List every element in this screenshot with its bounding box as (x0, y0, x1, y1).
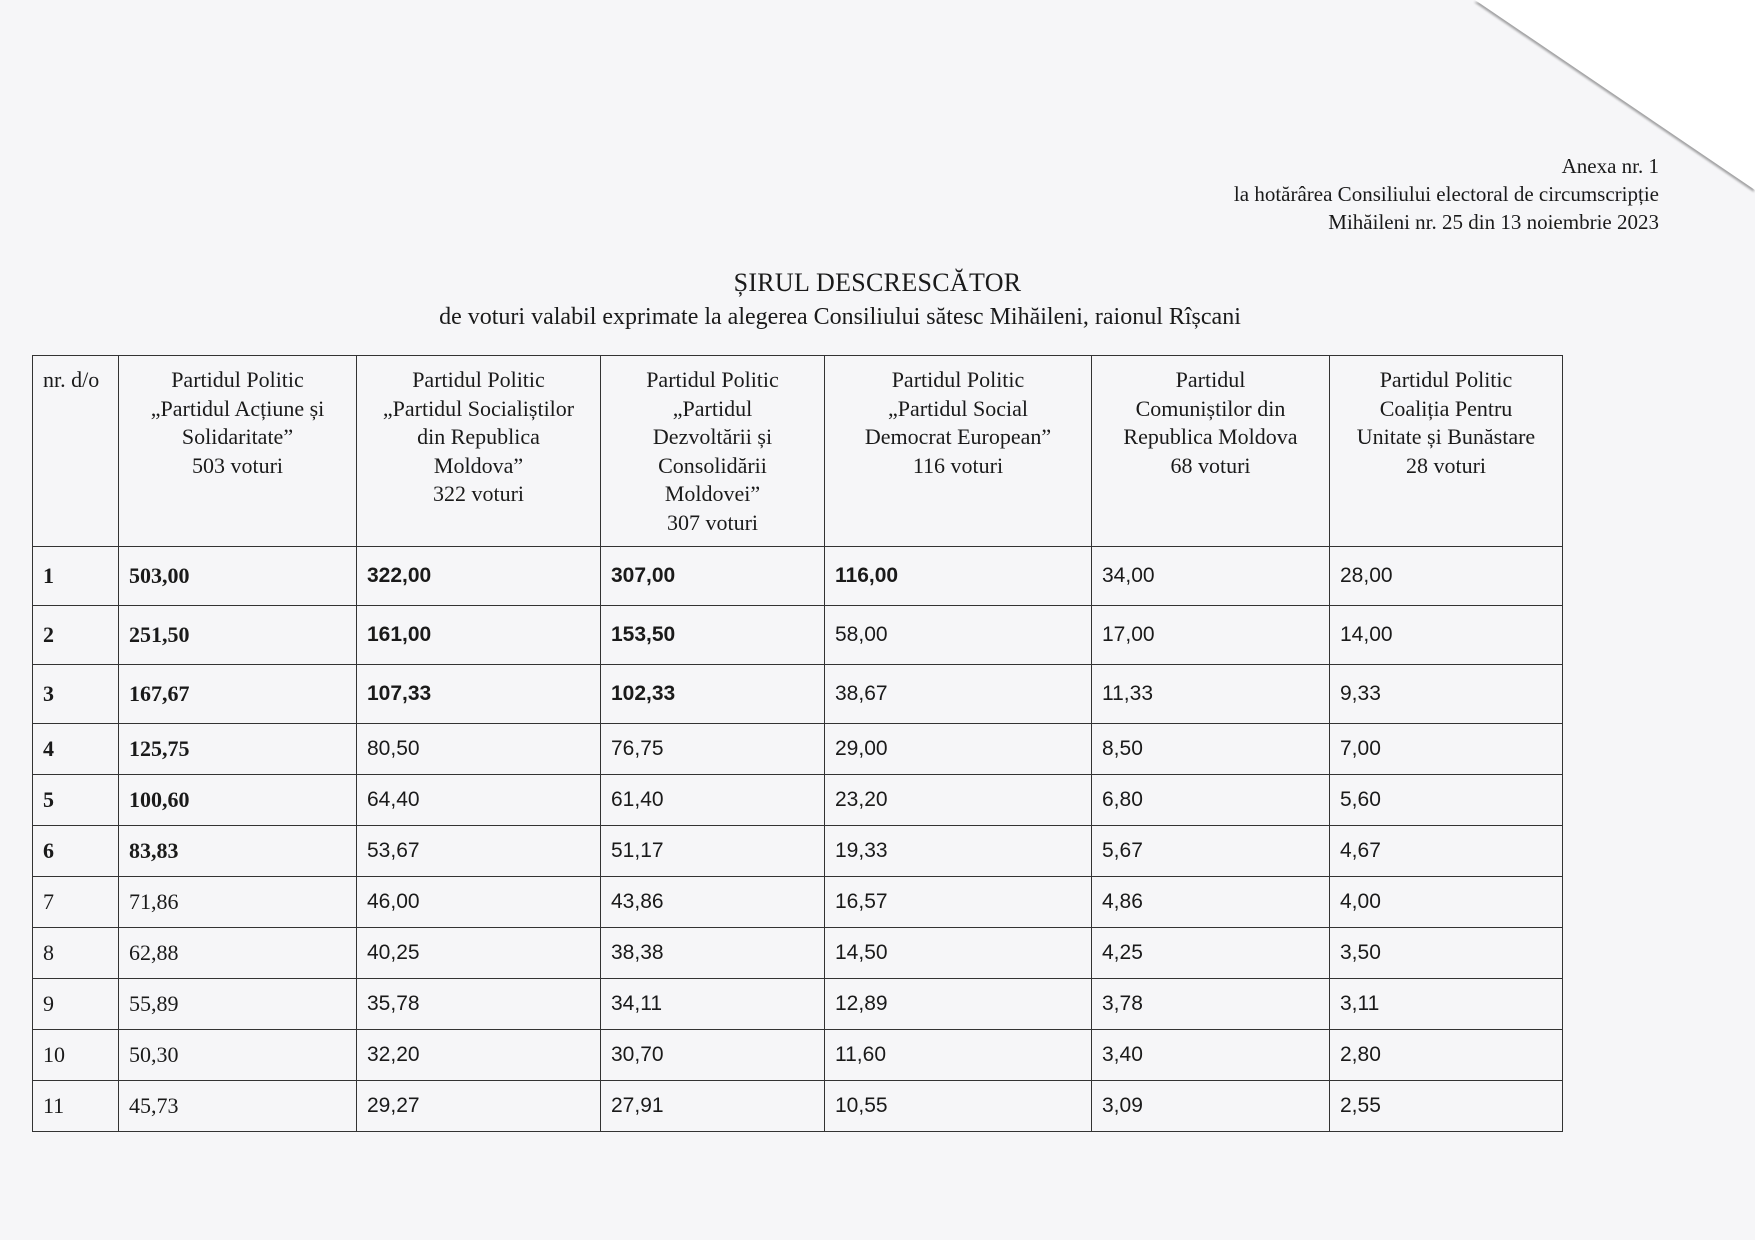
quotient-cell: 27,91 (601, 1081, 825, 1132)
quotient-cell: 29,27 (357, 1081, 601, 1132)
quotient-cell: 2,55 (1330, 1081, 1563, 1132)
quotient-cell: 2,80 (1330, 1030, 1563, 1081)
party-name-line: „Partidul Acțiune și (150, 395, 325, 421)
party-header (825, 356, 1092, 547)
quotient-cell: 4,86 (1092, 877, 1330, 928)
quotient-cell: 107,33 (357, 665, 601, 724)
quotient-cell: 9,33 (1330, 665, 1563, 724)
quotient-cell: 16,57 (825, 877, 1092, 928)
table-row (33, 928, 1563, 979)
row-number-cell: 1 (33, 547, 119, 606)
quotient-cell: 76,75 (601, 724, 825, 775)
party-header (357, 356, 601, 547)
row-number-cell: 11 (33, 1081, 119, 1132)
quotient-cell: 3,11 (1330, 979, 1563, 1030)
table-row (33, 979, 1563, 1030)
quotient-cell: 6,80 (1092, 775, 1330, 826)
quotient-cell: 161,00 (357, 606, 601, 665)
party-name-line: Coaliția Pentru (1379, 395, 1513, 421)
row-number-cell: 9 (33, 979, 119, 1030)
quotient-cell: 71,86 (119, 877, 357, 928)
quotient-cell: 51,17 (601, 826, 825, 877)
row-number-cell: 5 (33, 775, 119, 826)
quotient-cell: 62,88 (119, 928, 357, 979)
quotient-cell: 40,25 (357, 928, 601, 979)
quotient-cell: 3,40 (1092, 1030, 1330, 1081)
quotient-cell: 38,67 (825, 665, 1092, 724)
quotient-cell: 7,00 (1330, 724, 1563, 775)
quotient-cell: 30,70 (601, 1030, 825, 1081)
annex-decision-ref: Mihăileni nr. 25 din 13 noiembrie 2023 (1328, 210, 1659, 234)
quotient-cell: 11,33 (1092, 665, 1330, 724)
party-name-line: Consolidării (658, 452, 767, 478)
quotient-cell: 53,67 (357, 826, 601, 877)
quotient-cell: 28,00 (1330, 547, 1563, 606)
party-name-line: „Partidul Social (888, 395, 1028, 421)
party-header (119, 356, 357, 547)
party-name-line: Partidul Politic (646, 367, 779, 392)
table-row (33, 1081, 1563, 1132)
quotient-cell: 153,50 (601, 606, 825, 665)
row-number-cell: 10 (33, 1030, 119, 1081)
quotient-cell: 307,00 (601, 547, 825, 606)
table-row (33, 665, 1563, 724)
quotient-cell: 14,50 (825, 928, 1092, 979)
quotient-cell: 55,89 (119, 979, 357, 1030)
party-votes: 307 voturi (666, 509, 759, 535)
party-votes: 68 voturi (1170, 452, 1251, 478)
party-name-line: Dezvoltării și (652, 424, 773, 449)
party-votes: 28 voturi (1405, 452, 1487, 478)
party-header (1330, 356, 1563, 547)
quotient-cell: 11,60 (825, 1030, 1092, 1081)
quotient-cell: 32,20 (357, 1030, 601, 1081)
quotient-cell: 19,33 (825, 826, 1092, 877)
annex-decision: la hotărârea Consiliului electoral de circumscripție (1233, 182, 1659, 206)
party-name-line: Partidul Politic (171, 367, 304, 392)
party-votes: 116 voturi (912, 452, 1004, 478)
row-number-cell: 4 (33, 724, 119, 775)
quotient-cell: 10,55 (825, 1081, 1092, 1132)
quotient-cell: 3,09 (1092, 1081, 1330, 1132)
quotient-cell: 38,38 (601, 928, 825, 979)
nr-header: nr. d/o (33, 356, 119, 547)
party-name-line: Democrat European” (864, 424, 1052, 449)
quotient-cell: 125,75 (119, 724, 357, 775)
quotient-cell: 3,78 (1092, 979, 1330, 1030)
party-name-line: Partidul Politic (1379, 367, 1513, 392)
party-name-line: „Partidul Socialiștilor (382, 395, 575, 421)
row-number-cell: 8 (33, 928, 119, 979)
quotient-cell: 251,50 (119, 606, 357, 665)
quotient-cell: 64,40 (357, 775, 601, 826)
table-row (33, 724, 1563, 775)
party-name-line: Partidul (1175, 367, 1246, 392)
quotient-cell: 35,78 (357, 979, 601, 1030)
party-name-line: Moldova” (433, 452, 524, 478)
results-table (32, 355, 1563, 1132)
party-name-line: Comuniștilor din (1135, 395, 1286, 421)
quotient-cell: 3,50 (1330, 928, 1563, 979)
row-number-cell: 7 (33, 877, 119, 928)
party-name-line: din Republica (417, 424, 540, 449)
document-subtitle: de voturi valabil exprimate la alegerea Consiliului sătesc Mihăileni, raionul Rîșcani (439, 304, 1241, 330)
document-title: ȘIRUL DESCRESCĂTOR (733, 268, 1022, 297)
quotient-cell: 4,00 (1330, 877, 1563, 928)
table-row (33, 547, 1563, 606)
annex-block (1234, 152, 1659, 236)
party-name-line: Partidul Politic (891, 367, 1025, 392)
quotient-cell: 58,00 (825, 606, 1092, 665)
table-row (33, 877, 1563, 928)
quotient-cell: 45,73 (119, 1081, 357, 1132)
party-name-line: Republica Moldova (1123, 424, 1298, 449)
header-row (33, 356, 1563, 547)
quotient-cell: 23,20 (825, 775, 1092, 826)
row-number-cell: 2 (33, 606, 119, 665)
results-body (33, 547, 1563, 1132)
table-row (33, 1030, 1563, 1081)
quotient-cell: 100,60 (119, 775, 357, 826)
quotient-cell: 14,00 (1330, 606, 1563, 665)
quotient-cell: 50,30 (119, 1030, 357, 1081)
table-row (33, 826, 1563, 877)
quotient-cell: 8,50 (1092, 724, 1330, 775)
quotient-cell: 503,00 (119, 547, 357, 606)
quotient-cell: 46,00 (357, 877, 601, 928)
party-name-line: Partidul Politic (412, 367, 545, 392)
quotient-cell: 61,40 (601, 775, 825, 826)
quotient-cell: 12,89 (825, 979, 1092, 1030)
party-header (601, 356, 825, 547)
table-row (33, 606, 1563, 665)
party-name-line: Moldovei” (664, 481, 761, 506)
annex-number: Anexa nr. 1 (1561, 154, 1659, 178)
quotient-cell: 43,86 (601, 877, 825, 928)
quotient-cell: 29,00 (825, 724, 1092, 775)
quotient-cell: 80,50 (357, 724, 601, 775)
party-name-line: Unitate și Bunăstare (1356, 424, 1536, 449)
quotient-cell: 102,33 (601, 665, 825, 724)
quotient-cell: 34,11 (601, 979, 825, 1030)
quotient-cell: 167,67 (119, 665, 357, 724)
quotient-cell: 17,00 (1092, 606, 1330, 665)
quotient-cell: 4,25 (1092, 928, 1330, 979)
quotient-cell: 83,83 (119, 826, 357, 877)
party-name-line: Solidaritate” (181, 424, 294, 449)
row-number-cell: 3 (33, 665, 119, 724)
quotient-cell: 322,00 (357, 547, 601, 606)
quotient-cell: 5,60 (1330, 775, 1563, 826)
quotient-cell: 4,67 (1330, 826, 1563, 877)
table-row (33, 775, 1563, 826)
party-header (1092, 356, 1330, 547)
quotient-cell: 5,67 (1092, 826, 1330, 877)
party-name-line: „Partidul (672, 395, 753, 421)
row-number-cell: 6 (33, 826, 119, 877)
party-votes: 503 voturi (191, 452, 284, 478)
party-votes: 322 voturi (432, 481, 525, 506)
quotient-cell: 34,00 (1092, 547, 1330, 606)
quotient-cell: 116,00 (825, 547, 1092, 606)
